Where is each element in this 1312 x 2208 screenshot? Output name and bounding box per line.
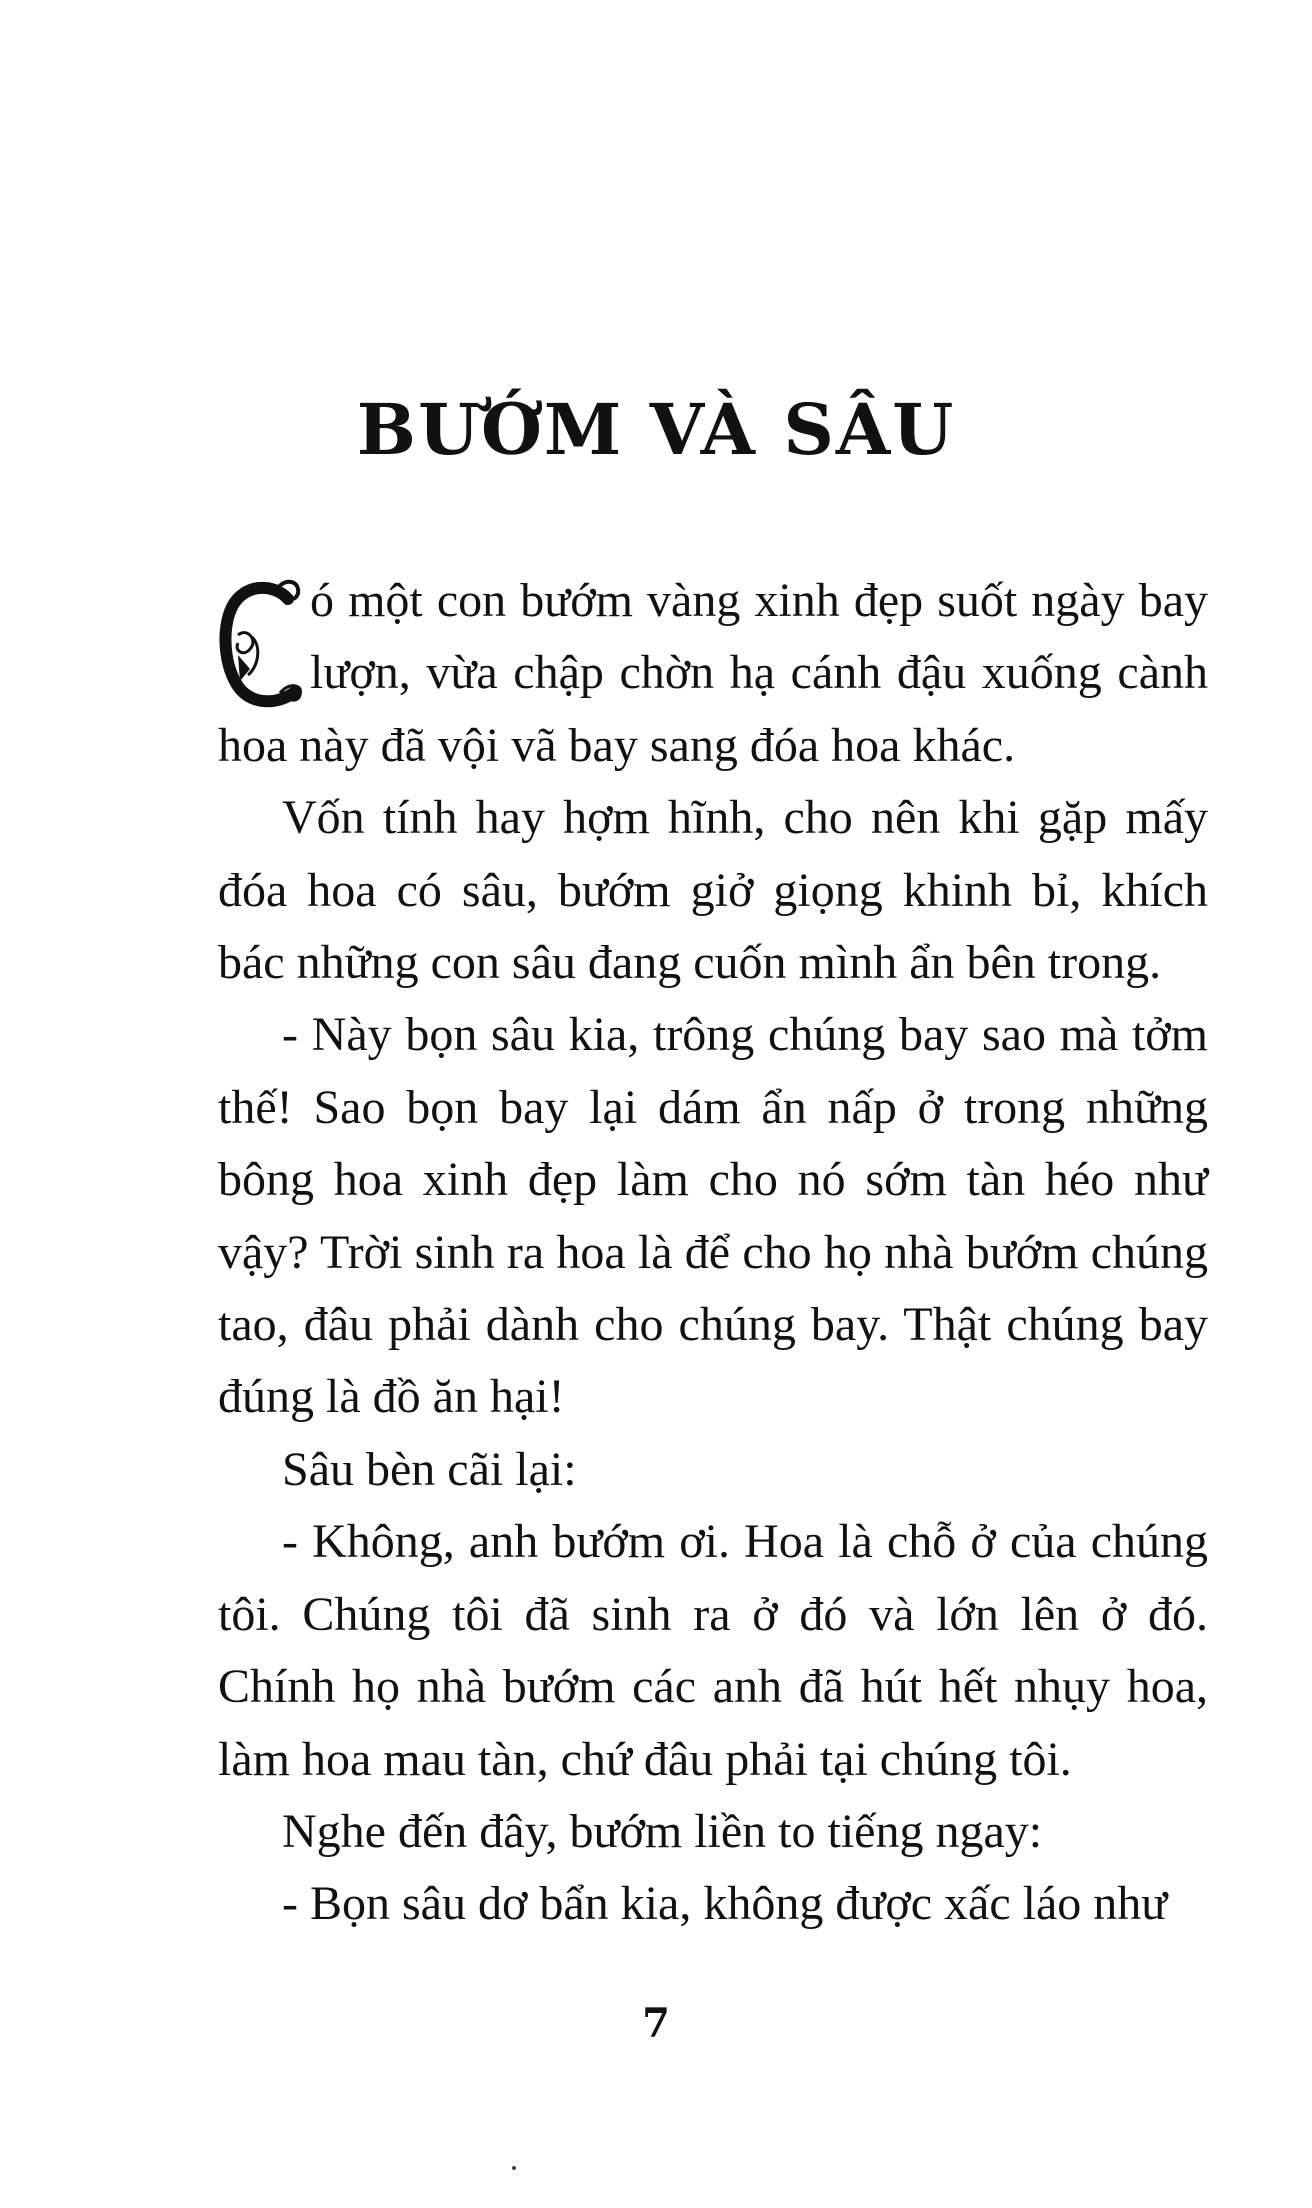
paragraph-7: - Bọn sâu dơ bẩn kia, không được xấc láo như [282, 1877, 1168, 1931]
story-title: BƯỚM VÀ SÂU [356, 388, 956, 471]
story-body [218, 565, 1208, 1941]
paragraph-3: - Này bọn sâu kia, trông chúng bay sao mà tởm thế! Sao bọn bay lại dám ẩn nấp ở trong những bông hoa xinh đẹp làm cho nó sớm tàn héo như vậy? Trời sinh ra hoa là để cho họ nhà bướm chúng tao, đâu phải dành cho chúng bay. Thật chúng bay đúng là đồ ăn hại! [218, 1008, 1208, 1424]
paragraph-1-text: ó một con bướm vàng xinh đẹp suốt ngày bay lượn, vừa chập chờn hạ cánh đậu xuống cành hoa này đã vội vã bay sang đóa hoa khác. [218, 574, 1208, 772]
page-number: 7 [642, 2000, 670, 2047]
scan-speck [512, 2166, 516, 2170]
paragraph-1 [218, 565, 1208, 782]
paragraph-4: Sâu bèn cãi lại: [282, 1442, 577, 1496]
paragraph-2: Vốn tính hay hợm hĩnh, cho nên khi gặp mấy đóa hoa có sâu, bướm giở giọng khinh bỉ, khích bác những con sâu đang cuốn mình ẩn bên trong. [218, 791, 1208, 990]
paragraph-5: - Không, anh bướm ơi. Hoa là chỗ ở của chúng tôi. Chúng tôi đã sinh ra ở đó và lớn lên ở đó. Chính họ nhà bướm các anh đã hút hết nhụy hoa, làm hoa mau tàn, chứ đâu phải tại chúng tôi. [218, 1515, 1208, 1786]
paragraph-6: Nghe đến đây, bướm liền to tiếng ngay: [282, 1804, 1043, 1858]
ornamental-drop-cap-icon [218, 577, 304, 709]
